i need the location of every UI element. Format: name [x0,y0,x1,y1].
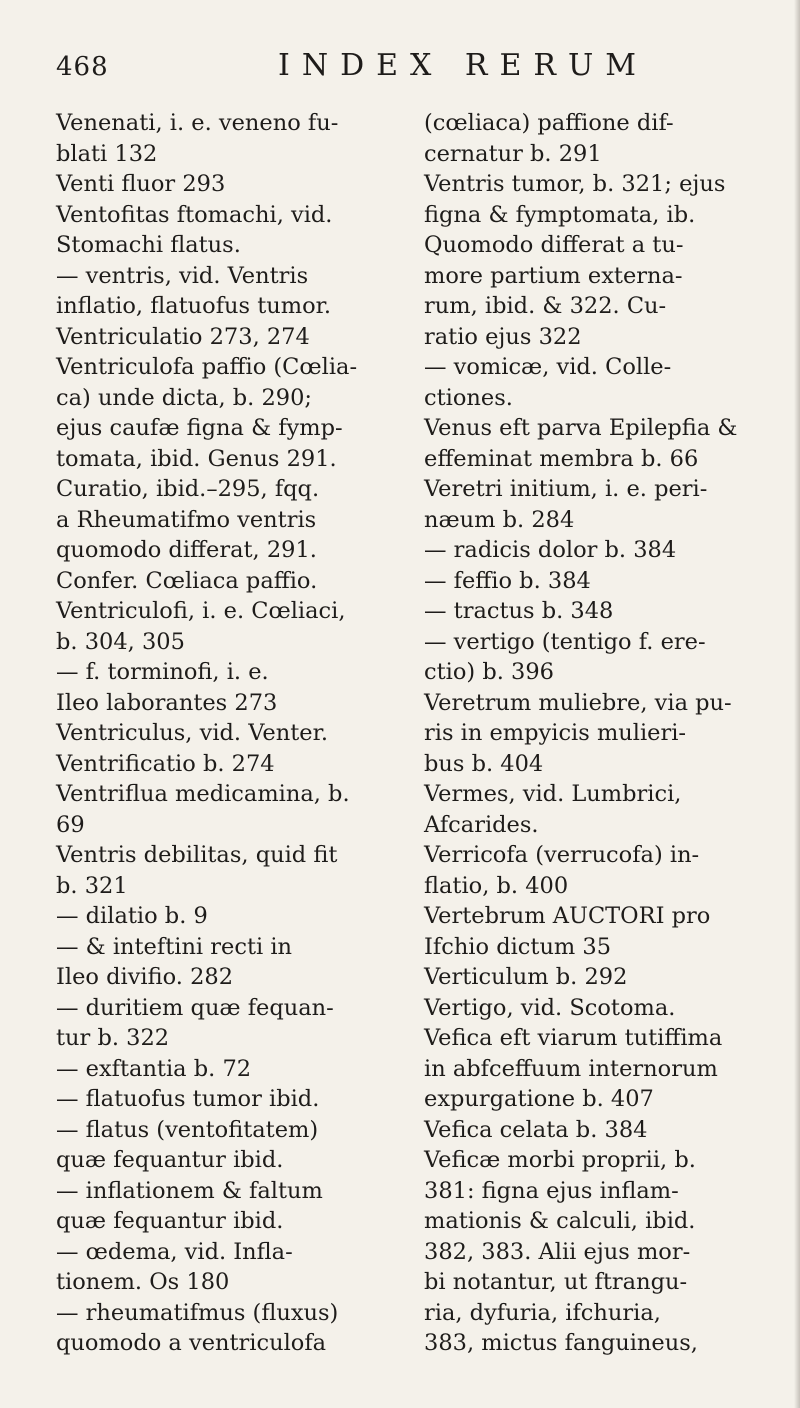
index-line: — exftantia b. 72 [56,1055,252,1082]
index-line: Verticulum b. 292 [424,964,628,990]
index-line: Verricofa (verrucofa) in- [424,842,700,868]
index-line: Vermes, vid. Lumbrici, [424,781,682,807]
index-line: quæ fequantur ibid. [56,1208,284,1234]
index-line: 69 [56,811,85,838]
index-line: Vertebrum AUCTORI pro [424,903,711,929]
running-head: INDEX RERUM [277,48,649,83]
index-line: (cœliaca) paffione dif- [424,110,674,136]
index-line: quomodo differat, 291. [56,537,317,563]
index-line: Ventriculus, vid. Venter. [56,720,329,746]
index-line: flatio, b. 400 [424,872,569,899]
index-line: ris in empyicis mulieri- [424,720,687,746]
index-line: — flatuofus tumor ibid. [56,1086,320,1112]
index-line: Quomodo differat a tu- [424,232,684,258]
index-line: ratio ejus 322 [424,323,582,350]
index-line: expurgatione b. 407 [424,1086,654,1112]
index-line: rum, ibid. & 322. Cu- [424,293,667,319]
index-line: 383, mictus fanguineus, [424,1330,698,1356]
index-line: Ventriflua medicamina, b. [56,781,350,807]
index-line: Ifchio dictum 35 [424,933,612,960]
index-line: ca) unde dicta, b. 290; [56,384,312,411]
index-line: — radicis dolor b. 384 [424,537,677,563]
index-line: bi notantur, ut ftrangu- [424,1269,688,1295]
index-line: Ventofitas ftomachi, vid. [56,201,333,228]
index-line: figna & fymptomata, ib. [424,201,696,228]
index-line: bus b. 404 [424,750,544,777]
index-line: more partium externa- [424,262,683,289]
page-header [56,48,760,88]
index-line: — œdema, vid. Infla- [56,1238,293,1265]
index-line: mationis & calculi, ibid. [424,1208,696,1234]
index-line: Ventris tumor, b. 321; ejus [424,171,726,197]
index-line: — tractus b. 348 [424,598,614,624]
index-line: — inflationem & faltum [56,1177,323,1204]
index-line: Vefica eft viarum tutiffima [424,1025,723,1051]
page-edge-shadow [794,0,800,1408]
index-line: næum b. 284 [424,506,575,533]
index-line: b. 321 [56,872,128,899]
index-line: a Rheumatifmo ventris [56,506,317,533]
index-line: Veficæ morbi proprii, b. [424,1147,696,1173]
index-line: Stomachi flatus. [56,232,241,258]
index-line: Ventriculofi, i. e. Cœliaci, [56,598,346,624]
index-line: Vertigo, vid. Scotoma. [424,994,676,1021]
left-column [56,108,396,1359]
index-line: Vefica celata b. 384 [424,1116,648,1143]
index-line: blati 132 [56,140,158,167]
index-line: tionem. Os 180 [56,1269,230,1295]
index-line: in abfceffuum internorum [424,1055,718,1082]
index-line: Confer. Cœliaca paffio. [56,567,318,594]
index-line: ria, dyfuria, ifchuria, [424,1299,661,1326]
index-line: — ventris, vid. Ventris [56,262,309,289]
index-line: Ventriculatio 273, 274 [56,323,310,350]
index-line: ctio) b. 396 [424,659,554,685]
index-line: — dilatio b. 9 [56,903,208,929]
right-column [424,108,778,1359]
index-line: tur b. 322 [56,1025,170,1051]
index-line: Afcarides. [424,811,539,838]
index-line: Venus eft parva Epilepfia & [424,415,738,441]
index-line: Curatio, ibid.–295, fqq. [56,476,320,502]
index-line: 382, 383. Alii ejus mor- [424,1238,691,1265]
index-line: Venti fluor 293 [56,171,226,197]
index-line: tomata, ibid. Genus 291. [56,445,337,472]
index-line: — f. torminofi, i. e. [56,659,269,685]
index-line: Veretri initium, i. e. peri- [424,476,708,502]
index-line: quæ fequantur ibid. [56,1147,284,1173]
index-line: — vertigo (tentigo f. ere- [424,628,706,655]
index-line: ctiones. [424,384,513,411]
index-line: — & inteftini recti in [56,933,293,960]
index-line: — vomicæ, vid. Colle- [424,354,672,380]
index-line: Ventriculofa paffio (Cœlia- [56,354,358,380]
index-line: quomodo a ventriculofa [56,1330,327,1356]
index-line: — duritiem quæ fequan- [56,994,334,1021]
index-line: Ventris debilitas, quid fit [56,842,338,868]
page-number: 468 [56,52,109,82]
index-line: Ileo laborantes 273 [56,689,278,716]
index-line: Veretrum muliebre, via pu- [424,689,732,716]
index-line: b. 304, 305 [56,628,185,655]
index-line: Venenati, i. e. veneno fu- [56,110,339,136]
index-line: — feffio b. 384 [424,567,591,594]
index-line: cernatur b. 291 [424,140,602,167]
index-line: 381: figna ejus inflam- [424,1177,679,1204]
index-line: — rheumatifmus (fluxus) [56,1299,339,1326]
index-line: Ileo divifio. 282 [56,964,234,990]
index-line: — flatus (ventofitatem) [56,1116,319,1143]
index-line: effeminat membra b. 66 [424,445,699,472]
index-line: ejus caufæ figna & fymp- [56,415,343,441]
index-line: inflatio, flatuofus tumor. [56,293,332,319]
index-line: Ventrificatio b. 274 [56,750,275,777]
